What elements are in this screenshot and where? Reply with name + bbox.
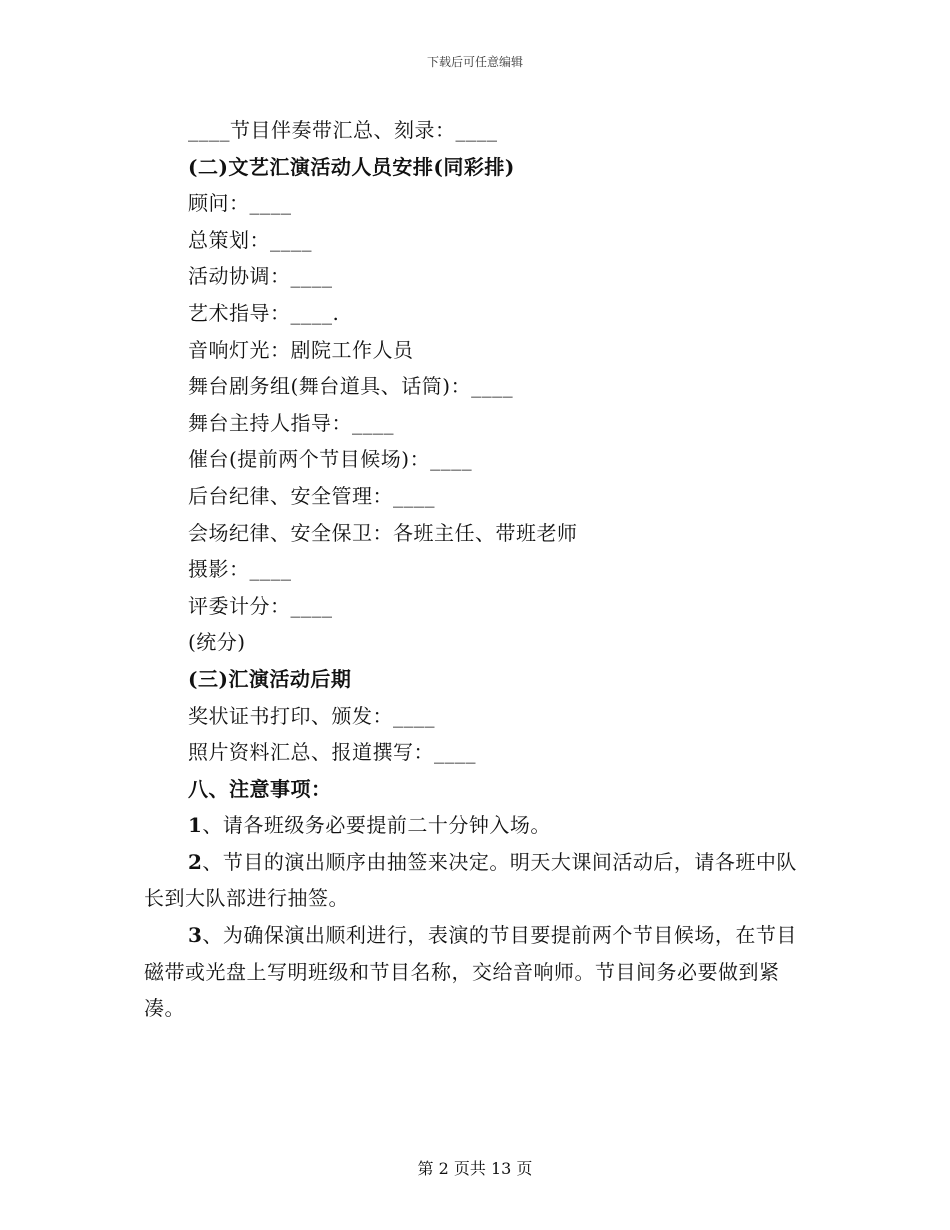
line-chief-planner: 总策划：____	[188, 227, 312, 252]
line-sound-lighting: 音响灯光：剧院工作人员	[188, 337, 414, 362]
note-paragraph-3	[144, 917, 816, 1027]
note-paragraph-1	[144, 807, 816, 844]
line-stage-call: 催台(提前两个节目候场)：____	[188, 447, 473, 472]
section-heading-notes: 八、注意事项：	[188, 776, 332, 801]
note-text: 、节目的演出顺序由抽签来决定。明天大课间活动后，请各班中队长到大队部进行抽签。	[144, 849, 797, 911]
line-advisor: 顾问：____	[188, 191, 292, 216]
page-number: 第 2 页共 13 页	[417, 1159, 533, 1178]
note-paragraph-2	[144, 844, 816, 917]
line-backstage-security: 后台纪律、安全管理：____	[188, 483, 435, 508]
line-venue-security: 会场纪律、安全保卫：各班主任、带班老师	[188, 520, 578, 545]
note-number: 2	[188, 849, 203, 874]
line-certificates: 奖状证书打印、颁发：____	[188, 703, 435, 728]
line-accompaniment: ____节目伴奏带汇总、刻录：____	[188, 118, 498, 142]
line-judges-scoring: 评委计分：____	[188, 593, 333, 618]
note-number: 3	[188, 923, 203, 948]
line-photography: 摄影：____	[188, 557, 292, 582]
section-heading-staff: (二)文艺汇演活动人员安排(同彩排)	[188, 154, 515, 179]
line-stage-crew: 舞台剧务组(舞台道具、话筒)：____	[188, 374, 514, 399]
note-number: 1	[188, 813, 203, 838]
section-heading-post: (三)汇演活动后期	[188, 666, 352, 691]
note-text: 、为确保演出顺利进行，表演的节目要提前两个节目候场，在节目磁带或光盘上写明班级和节目名称，交给音响师。节目间务必要做到紧凑。	[144, 923, 797, 1021]
line-coordination: 活动协调：____	[188, 264, 333, 289]
line-host-coach: 舞台主持人指导：____	[188, 410, 394, 435]
line-photos-report: 照片资料汇总、报道撰写：____	[188, 740, 476, 765]
page-header-note: 下载后可任意编辑	[426, 55, 523, 69]
note-text: 、请各班级务必要提前二十分钟入场。	[202, 813, 551, 838]
line-art-director: 艺术指导：____.	[188, 300, 340, 325]
line-tally: (统分)	[188, 630, 246, 655]
document-body	[144, 112, 816, 1027]
